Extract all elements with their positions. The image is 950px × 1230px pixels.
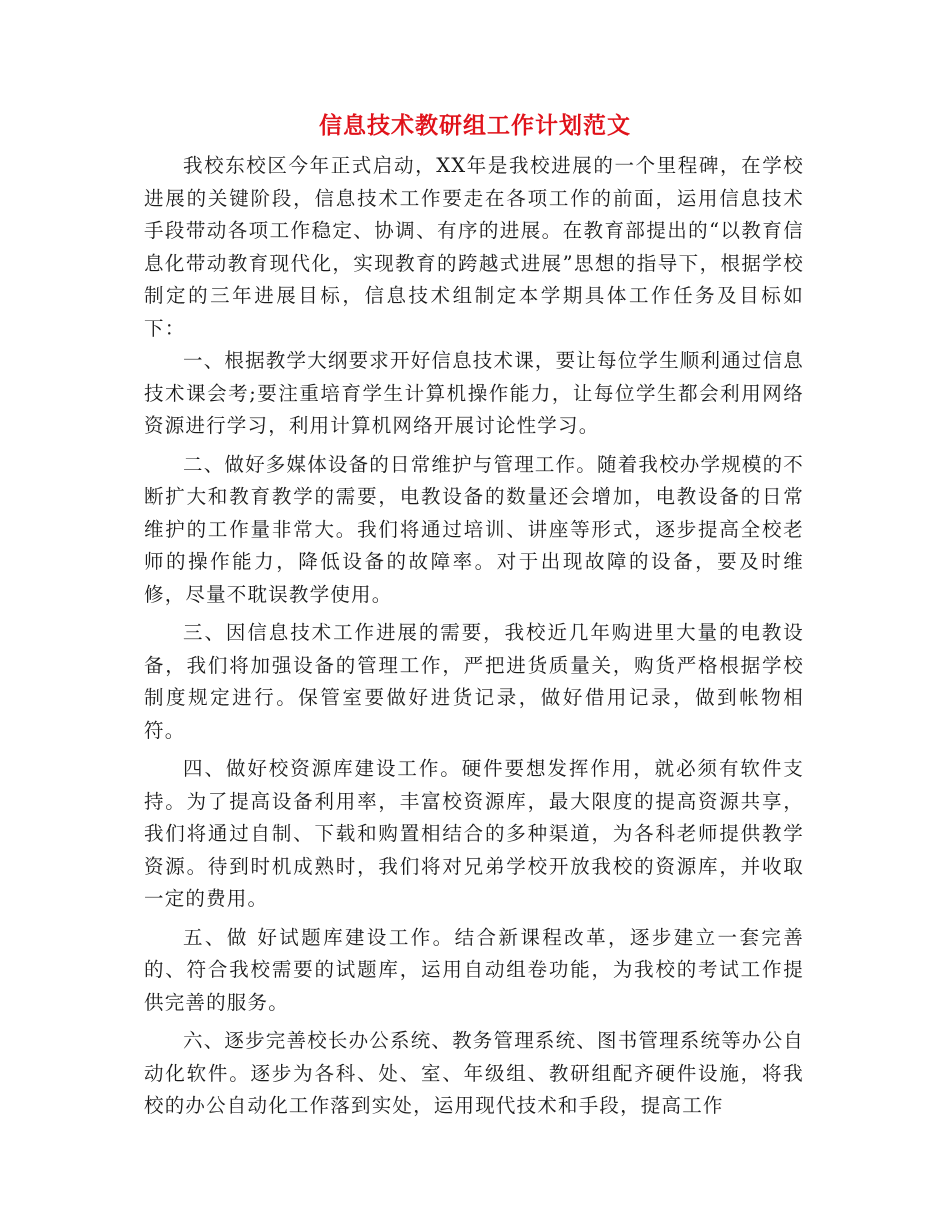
paragraph-item-3: 三、因信息技术工作进展的需要，我校近几年购进里大量的电教设备，我们将加强设备的管理工作，严把进货质量关，购货严格根据学校制度规定进行。保管室要做好进货记录，做好借用记录，做到帐物相符。 xyxy=(144,621,804,742)
document-title: 信息技术教研组工作计划范文 xyxy=(319,112,631,139)
paragraph-item-6: 六、逐步完善校长办公系统、教务管理系统、图书管理系统等办公自动化软件。逐步为各科、处、室、年级组、教研组配齐硬件设施，将我校的办公自动化工作落到实处，运用现代技术和手段，提高工作 xyxy=(144,1029,805,1117)
paragraph-item-2: 二、做好多媒体设备的日常维护与管理工作。随着我校办学规模的不断扩大和教育教学的需要，电教设备的数量还会增加，电教设备的日常维护的工作量非常大。我们将通过培训、讲座等形式，逐步提高全校老师的操作能力，降低设备的故障率。对于出现故障的设备，要及时维修，尽量不耽误教学使用。 xyxy=(144,452,805,606)
paragraph-intro: 我校东校区今年正式启动，XX年是我校进展的一个里程碑，在学校进展的关键阶段，信息技术工作要走在各项工作的前面，运用信息技术手段带动各项工作稳定、协调、有序的进展。在教育部提出的“以教育信息化带动教育现代化，实现教育的跨越式进展”思想的指导下，根据学校制定的三年进展目标，信息技术组制定本学期具体工作任务及目标如下： xyxy=(144,154,804,340)
paragraph-item-1: 一、根据教学大纲要求开好信息技术课，要让每位学生顺利通过信息技术课会考;要注重培育学生计算机操作能力，让每位学生都会利用网络资源进行学习，利用计算机网络开展讨论性学习。 xyxy=(144,349,805,437)
paragraph-item-5: 五、做 好试题库建设工作。结合新课程改革，逐步建立一套完善的、符合我校需要的试题库，运用自动组卷功能，为我校的考试工作提供完善的服务。 xyxy=(144,925,804,1014)
document-body xyxy=(144,150,804,1123)
paragraph-item-4: 四、做好校资源库建设工作。硬件要想发挥作用，就必须有软件支持。为了提高设备利用率，丰富校资源库，最大限度的提高资源共享，我们将通过自制、下载和购置相结合的多种渠道，为各科老师提供教学资源。待到时机成熟时，我们将对兄弟学校开放我校的资源库，并收取一定的费用。 xyxy=(144,757,804,910)
